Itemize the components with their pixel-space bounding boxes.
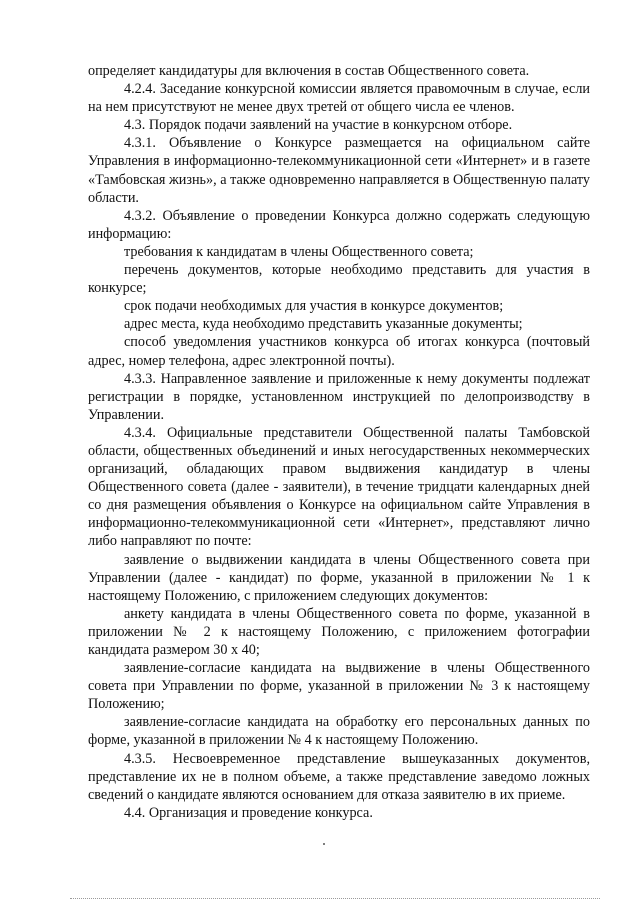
list-item-notification: способ уведомления участников конкурса об итогах конкурса (почтовый адрес, номер телефона, адрес электронной почты). xyxy=(88,334,590,369)
list-item-address: адрес места, куда необходимо представить указанные документы; xyxy=(124,316,523,333)
paragraph-4-2-4: 4.2.4. Заседание конкурсной комиссии является правомочным в случае, если на нем присутствуют не менее двух третей от общего числа ее членов. xyxy=(88,81,590,116)
list-item-appendix-2: анкету кандидата в члены Общественного совета по форме, указанной в приложении № 2 к настоящему Положению, с приложением фотографии кандидата размером 30 х 40; xyxy=(88,605,590,658)
list-item-deadline: срок подачи необходимых для участия в конкурсе документов; xyxy=(124,298,504,315)
paragraph-4-3-1: 4.3.1. Объявление о Конкурсе размещается на официальном сайте Управления в информационно-телекоммуникационной сети «Интернет» и в газете «Тамбовская жизнь», а также одновременно направляется в Общественную палату области. xyxy=(88,135,590,206)
paragraph-4-3-3: 4.3.3. Направленное заявление и приложенные к нему документы подлежат регистрации в порядке, установленном инструкцией по делопроизводству в Управлении. xyxy=(88,370,590,423)
list-item-documents: перечень документов, которые необходимо представить для участия в конкурсе; xyxy=(88,262,590,297)
list-item-appendix-4: заявление-согласие кандидата на обработку его персональных данных по форме, указанной в приложении № 4 к настоящему Положению. xyxy=(88,714,590,749)
scan-footer-line xyxy=(70,898,600,899)
paragraph-4-3-2: 4.3.2. Объявление о проведении Конкурса должно содержать следующую информацию: xyxy=(88,207,590,242)
paragraph-continuation: определяет кандидатуры для включения в состав Общественного совета. xyxy=(88,63,530,79)
scan-dot xyxy=(323,843,325,845)
list-item-requirements: требования к кандидатам в члены Общественного совета; xyxy=(124,243,474,260)
list-item-appendix-3: заявление-согласие кандидата на выдвижение в члены Общественного совета при Управлении по форме, указанной в приложении № 3 к настоящему Положению; xyxy=(88,660,590,713)
paragraph-4-4: 4.4. Организация и проведение конкурса. xyxy=(124,804,373,821)
paragraph-4-3-4: 4.3.4. Официальные представители Общественной палаты Тамбовской области, общественных объединений и иных негосударственных некоммерческих организаций, обладающих правом выдвижения кандидатур в члены Общественного совета (далее - заявители), в течение тридцати календарных дней со дня размещения объявления о Конкурсе на официальном сайте Управления в информационно-телекоммуникационной сети «Интернет», представляют лично либо направляют по почте: xyxy=(88,424,590,550)
paragraph-4-3-5: 4.3.5. Несвоевременное представление вышеуказанных документов, представление их не в полном объеме, а также представление заведомо ложных сведений о кандидате являются основанием для отказа заявителю в их приеме. xyxy=(88,750,590,803)
list-item-appendix-1: заявление о выдвижении кандидата в члены Общественного совета при Управлении (далее - кандидат) по форме, указанной в приложении № 1 к настоящему Положению, с приложением следующих документов: xyxy=(88,551,590,604)
paragraph-4-3: 4.3. Порядок подачи заявлений на участие в конкурсном отборе. xyxy=(124,117,513,134)
document-page xyxy=(88,62,590,822)
